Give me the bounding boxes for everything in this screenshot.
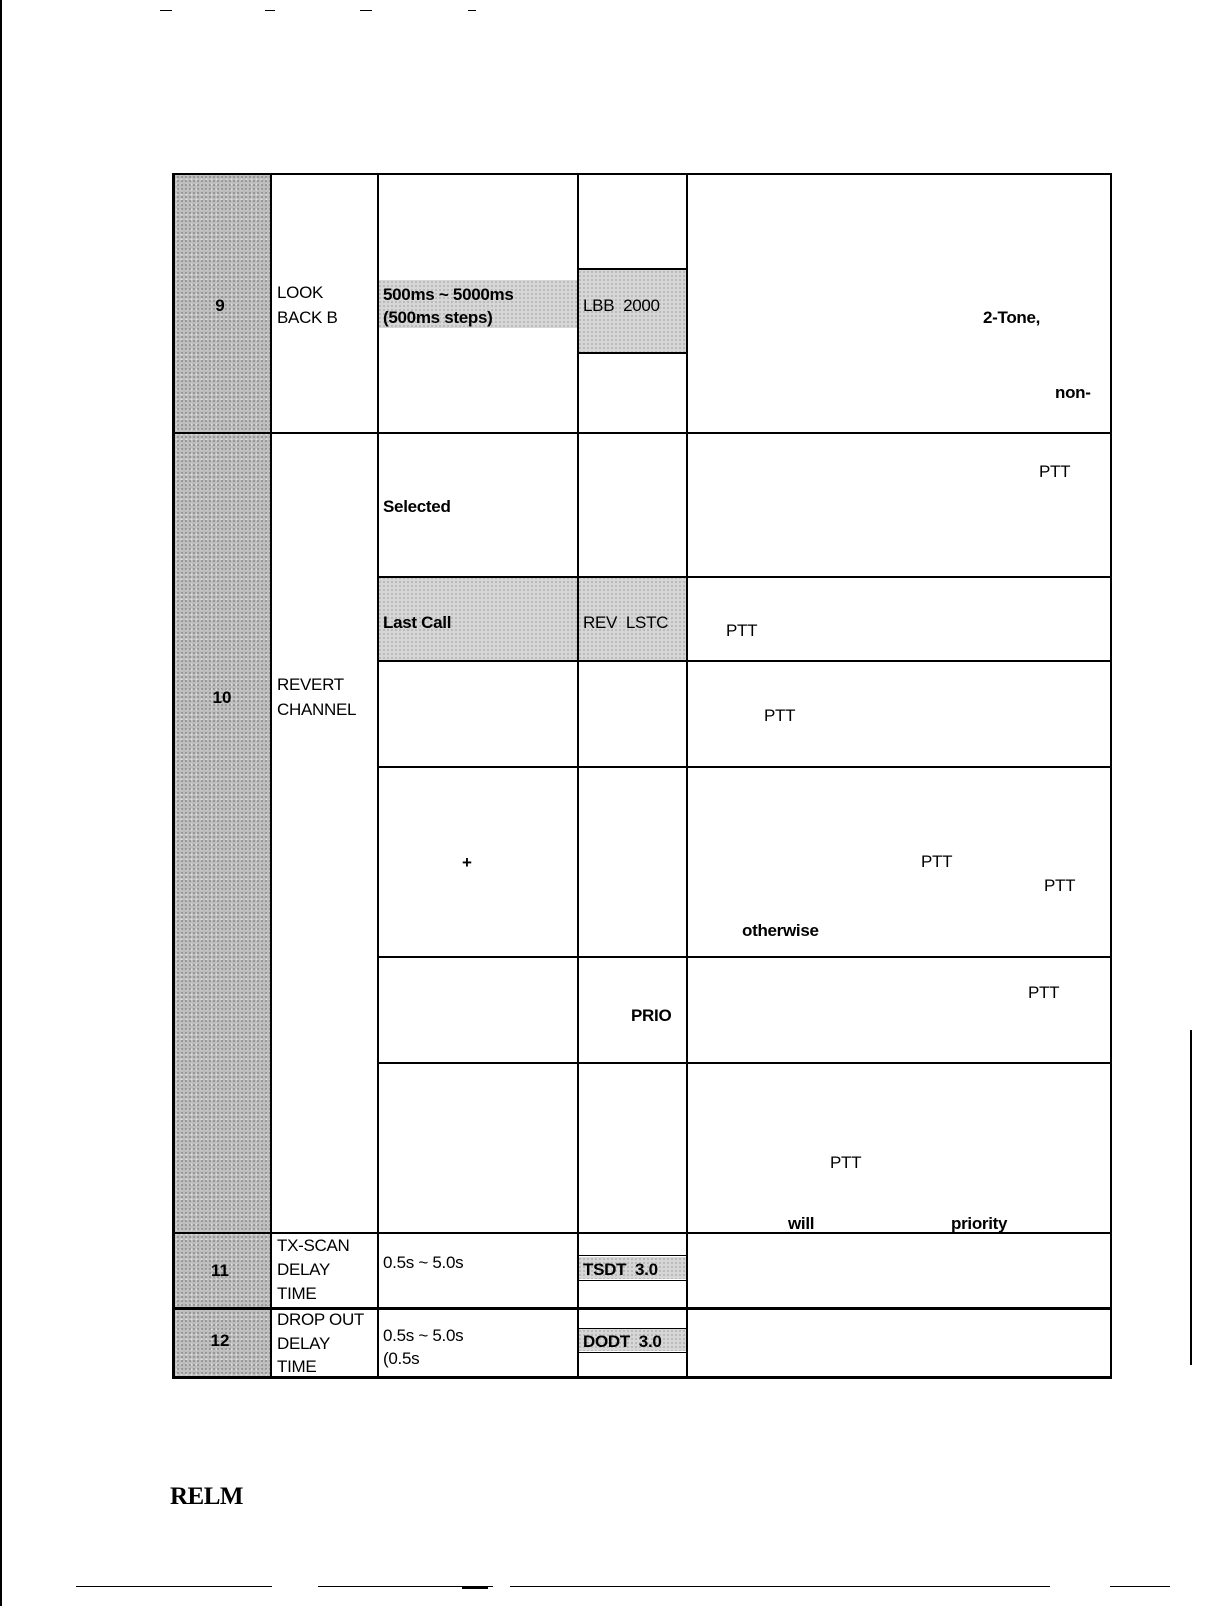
row10-subrow-divider <box>377 956 1112 958</box>
row10-subrow-divider <box>377 766 1112 768</box>
row10-desc-fragment: PTT <box>764 706 796 725</box>
row10-subrow-divider <box>377 1062 1112 1064</box>
row12-display-bottom <box>577 1352 687 1353</box>
row12-number: 12 <box>210 1331 230 1350</box>
row10-desc-fragment: priority <box>951 1214 1008 1233</box>
table-right-border <box>1110 173 1112 1379</box>
row10-name-line2: CHANNEL <box>277 700 357 719</box>
row12-display-top <box>577 1328 687 1329</box>
row9-desc-fragment: non- <box>1055 383 1091 402</box>
row10-desc-fragment: PTT <box>921 852 953 871</box>
number-column-shading <box>172 175 271 1378</box>
row12-name-line3: TIME <box>277 1357 317 1376</box>
row9-bottom-border <box>172 432 1112 434</box>
row10-subrow-divider <box>377 660 1112 662</box>
table-bottom-border <box>172 1376 1112 1379</box>
row11-display-bottom <box>577 1280 687 1281</box>
row9-display-top <box>577 268 687 270</box>
row11-number: 11 <box>211 1261 229 1280</box>
row10-display-prio: PRIO <box>631 1006 672 1025</box>
row10-number: 10 <box>212 688 232 707</box>
row10-subrow-divider <box>377 576 1112 578</box>
row12-name-line1: DROP OUT <box>277 1310 365 1329</box>
row10-display-revlstc: REV LSTC <box>583 613 669 632</box>
row9-desc-fragment: 2-Tone, <box>983 308 1041 327</box>
row10-desc-fragment: PTT <box>830 1153 862 1172</box>
footer-rule <box>1110 1586 1170 1587</box>
row10-desc-fragment: PTT <box>1028 983 1060 1002</box>
row9-display-bottom <box>577 352 687 354</box>
row10-name-line1: REVERT <box>277 675 344 694</box>
row10-desc-fragment: PTT <box>726 621 758 640</box>
row10-desc-fragment: otherwise <box>742 921 819 940</box>
row11-display-top <box>577 1255 687 1256</box>
row9-name-line1: LOOK <box>277 283 324 302</box>
row9-range-line2: (500ms steps) <box>383 308 493 327</box>
row11-name-line3: TIME <box>277 1284 317 1303</box>
row11-range: 0.5s ~ 5.0s <box>383 1253 464 1272</box>
row11-display: TSDT 3.0 <box>583 1260 658 1279</box>
row12-range-line1: 0.5s ~ 5.0s <box>383 1326 464 1345</box>
row10-option-lastcall: Last Call <box>383 613 452 632</box>
footer-rule <box>76 1586 272 1587</box>
row12-display: DODT 3.0 <box>583 1332 662 1351</box>
row9-number: 9 <box>215 296 225 315</box>
row10-desc-fragment: will <box>788 1214 815 1233</box>
row9-display: LBB 2000 <box>583 296 660 315</box>
row12-range-line2: (0.5s <box>383 1349 420 1368</box>
row9-range-line1: 500ms ~ 5000ms <box>383 285 514 304</box>
table-top-border <box>172 173 1112 175</box>
footer-rule <box>462 1587 488 1589</box>
row10-option-plus: + <box>462 853 472 872</box>
row10-option-selected: Selected <box>383 497 451 516</box>
row10-desc-fragment: PTT <box>1044 876 1076 895</box>
col-divider-2 <box>377 173 379 1379</box>
table-left-border <box>172 173 175 1379</box>
row10-desc-fragment: PTT <box>1039 462 1071 481</box>
row11-name-line2: DELAY <box>277 1260 330 1279</box>
col-divider-1 <box>270 173 272 1379</box>
footer-rule <box>510 1586 1050 1587</box>
row11-name-line1: TX-SCAN <box>277 1236 350 1255</box>
footer-brand: RELM <box>170 1483 243 1510</box>
row9-name-line2: BACK B <box>277 308 338 327</box>
row12-name-line2: DELAY <box>277 1334 330 1353</box>
